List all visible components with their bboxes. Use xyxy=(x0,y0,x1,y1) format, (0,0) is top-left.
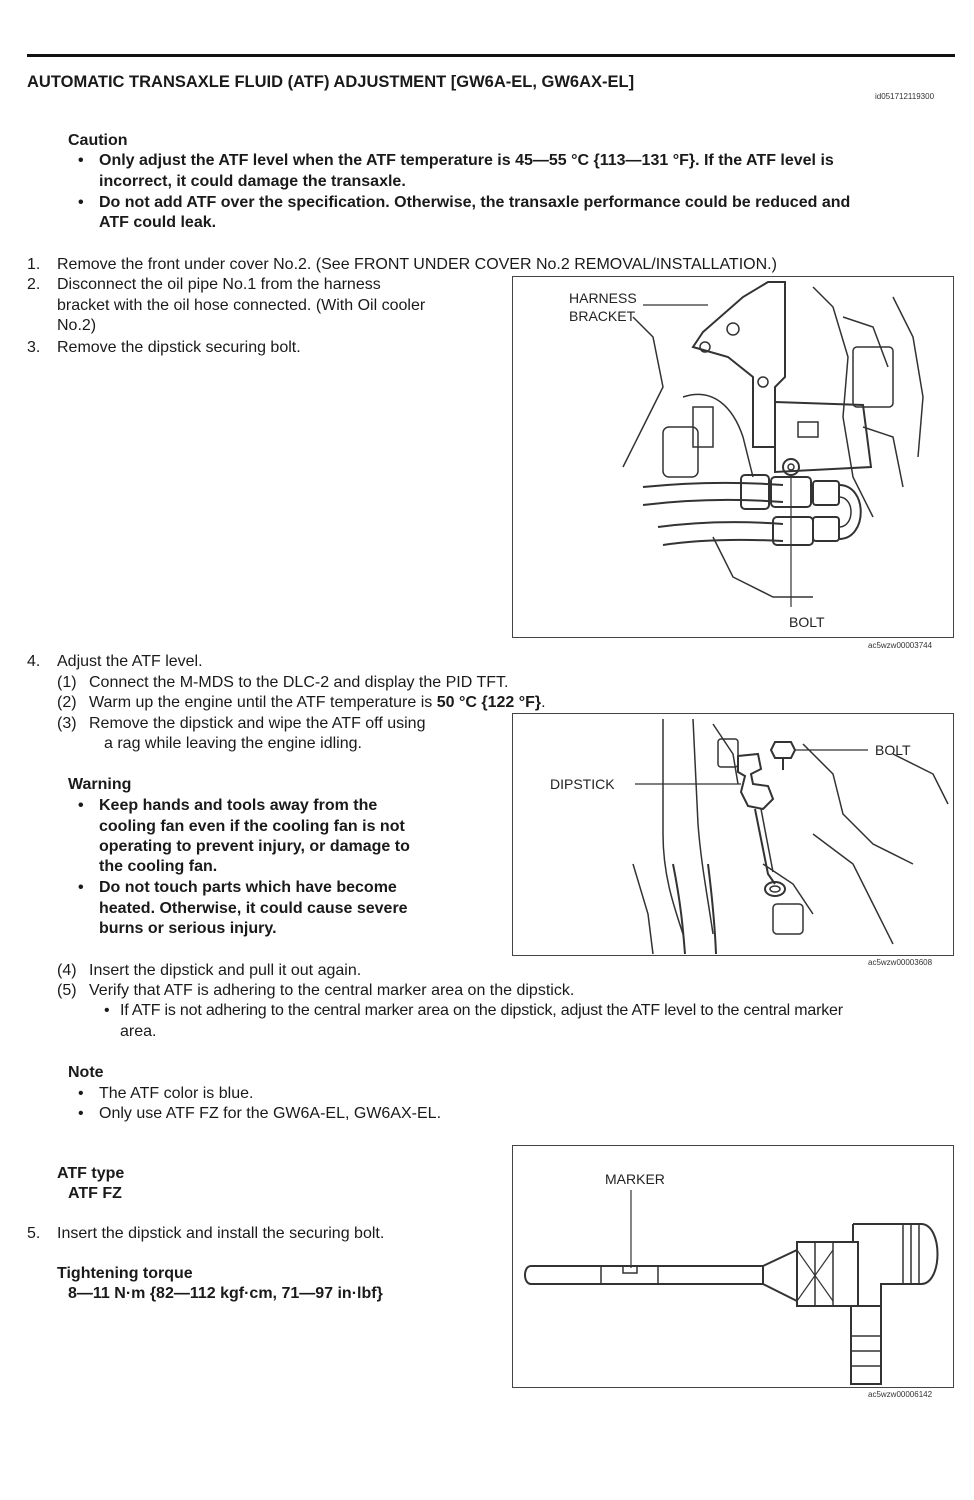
step-4-2-text xyxy=(89,693,546,713)
note-bullet: • xyxy=(78,1085,84,1102)
step-4-4-text: Insert the dipstick and pull it out again. xyxy=(89,962,362,979)
warning-item-2-line-3: burns or serious injury. xyxy=(99,920,277,937)
label-bracket: BRACKET xyxy=(569,308,636,324)
step-4-5-bullet-line-1: If ATF is not adhering to the central marker area on the dipstick, adjust the ATF level to the central marker xyxy=(120,1002,843,1019)
figure-dipstick-drawing xyxy=(513,714,955,957)
label-bolt: BOLT xyxy=(789,614,825,630)
figure-dipstick xyxy=(512,713,954,956)
caution-item-2-line-1: Do not add ATF over the specification. Otherwise, the transaxle performance could be reduced and xyxy=(99,194,851,211)
step-4-number: 4. xyxy=(27,653,41,670)
warning-bullet: • xyxy=(78,879,84,896)
step-4-1-text: Connect the M-MDS to the DLC-2 and display the PID TFT. xyxy=(89,674,509,691)
step-4-5-number: (5) xyxy=(57,982,77,999)
torque-value: 8—11 N·m {82—112 kgf·cm, 71—97 in·lbf} xyxy=(68,1285,383,1302)
step-4-5-bullet-line-2: area. xyxy=(120,1023,157,1040)
note-heading: Note xyxy=(68,1064,104,1081)
step-4-3-line-2: a rag while leaving the engine idling. xyxy=(104,735,362,752)
step-5-text: Insert the dipstick and install the securing bolt. xyxy=(57,1225,385,1242)
step-4-2-lead: Warm up the engine until the ATF temperature is xyxy=(89,694,433,711)
warning-item-1-line-4: the cooling fan. xyxy=(99,858,218,875)
atf-type-value: ATF FZ xyxy=(68,1185,122,1202)
atf-type-heading: ATF type xyxy=(57,1165,125,1182)
step-3-number: 3. xyxy=(27,339,41,356)
caution-item-1-line-1: Only adjust the ATF level when the ATF temperature is 45—55 °C {113—131 °F}. If the ATF level is xyxy=(99,152,834,169)
document-id: id051712119300 xyxy=(875,92,935,101)
figure-dipstick-marker xyxy=(512,1145,954,1388)
warning-item-2-line-2: heated. Otherwise, it could cause severe xyxy=(99,900,408,917)
step-4-5-text: Verify that ATF is adhering to the central marker area on the dipstick. xyxy=(89,982,575,999)
label-marker: MARKER xyxy=(605,1171,665,1187)
step-2-line-1: Disconnect the oil pipe No.1 from the harness xyxy=(57,276,381,293)
warning-item-1-line-2: cooling fan even if the cooling fan is not xyxy=(99,818,405,835)
caution-heading: Caution xyxy=(68,132,128,149)
step-4-4-number: (4) xyxy=(57,962,77,979)
figure-harness-bracket xyxy=(512,276,954,638)
caution-item-2-line-2: ATF could leak. xyxy=(99,214,217,231)
step-4-2-temperature: 50 °C {122 °F} xyxy=(436,694,542,711)
step-2-number: 2. xyxy=(27,276,41,293)
figure-1-code: ac5wzw00003744 xyxy=(868,641,933,650)
top-rule xyxy=(27,54,955,57)
page-title: AUTOMATIC TRANSAXLE FLUID (ATF) ADJUSTMENT [GW6A-EL, GW6AX-EL] xyxy=(27,73,635,91)
note-bullet: • xyxy=(78,1105,84,1122)
caution-item-1-line-2: incorrect, it could damage the transaxle. xyxy=(99,173,406,190)
warning-item-1-line-3: operating to prevent injury, or damage to xyxy=(99,838,410,855)
torque-heading: Tightening torque xyxy=(57,1265,193,1282)
warning-heading: Warning xyxy=(68,776,132,793)
step-5-number: 5. xyxy=(27,1225,41,1242)
label-harness: HARNESS xyxy=(569,290,637,306)
step-4-3-line-1: Remove the dipstick and wipe the ATF off using xyxy=(89,715,426,732)
warning-bullet: • xyxy=(78,797,84,814)
caution-bullet: • xyxy=(78,194,84,211)
step-4-2-end: . xyxy=(541,694,546,711)
caution-bullet: • xyxy=(78,152,84,169)
figure-dipstick-marker-drawing xyxy=(513,1146,955,1389)
step-2-line-3: No.2) xyxy=(57,317,97,334)
figure-harness-bracket-drawing xyxy=(513,277,955,639)
label-dipstick: DIPSTICK xyxy=(550,776,615,792)
step-2-line-2: bracket with the oil hose connected. (With Oil cooler xyxy=(57,297,426,314)
step-4-2-number: (2) xyxy=(57,694,77,711)
step-4-5-bullet: • xyxy=(104,1002,110,1019)
step-4-3-number: (3) xyxy=(57,715,77,732)
step-1-number: 1. xyxy=(27,256,41,273)
warning-item-1-line-1: Keep hands and tools away from the xyxy=(99,797,378,814)
step-3-text: Remove the dipstick securing bolt. xyxy=(57,339,301,356)
label-bolt: BOLT xyxy=(875,742,911,758)
step-4-text: Adjust the ATF level. xyxy=(57,653,203,670)
warning-item-2-line-1: Do not touch parts which have become xyxy=(99,879,397,896)
step-4-1-number: (1) xyxy=(57,674,77,691)
step-1-text: Remove the front under cover No.2. (See FRONT UNDER COVER No.2 REMOVAL/INSTALLATION.) xyxy=(57,256,777,273)
note-item-1: The ATF color is blue. xyxy=(99,1085,254,1102)
figure-2-code: ac5wzw00003608 xyxy=(868,958,933,967)
note-item-2: Only use ATF FZ for the GW6A-EL, GW6AX-EL. xyxy=(99,1105,442,1122)
figure-3-code: ac5wzw00006142 xyxy=(868,1390,933,1399)
